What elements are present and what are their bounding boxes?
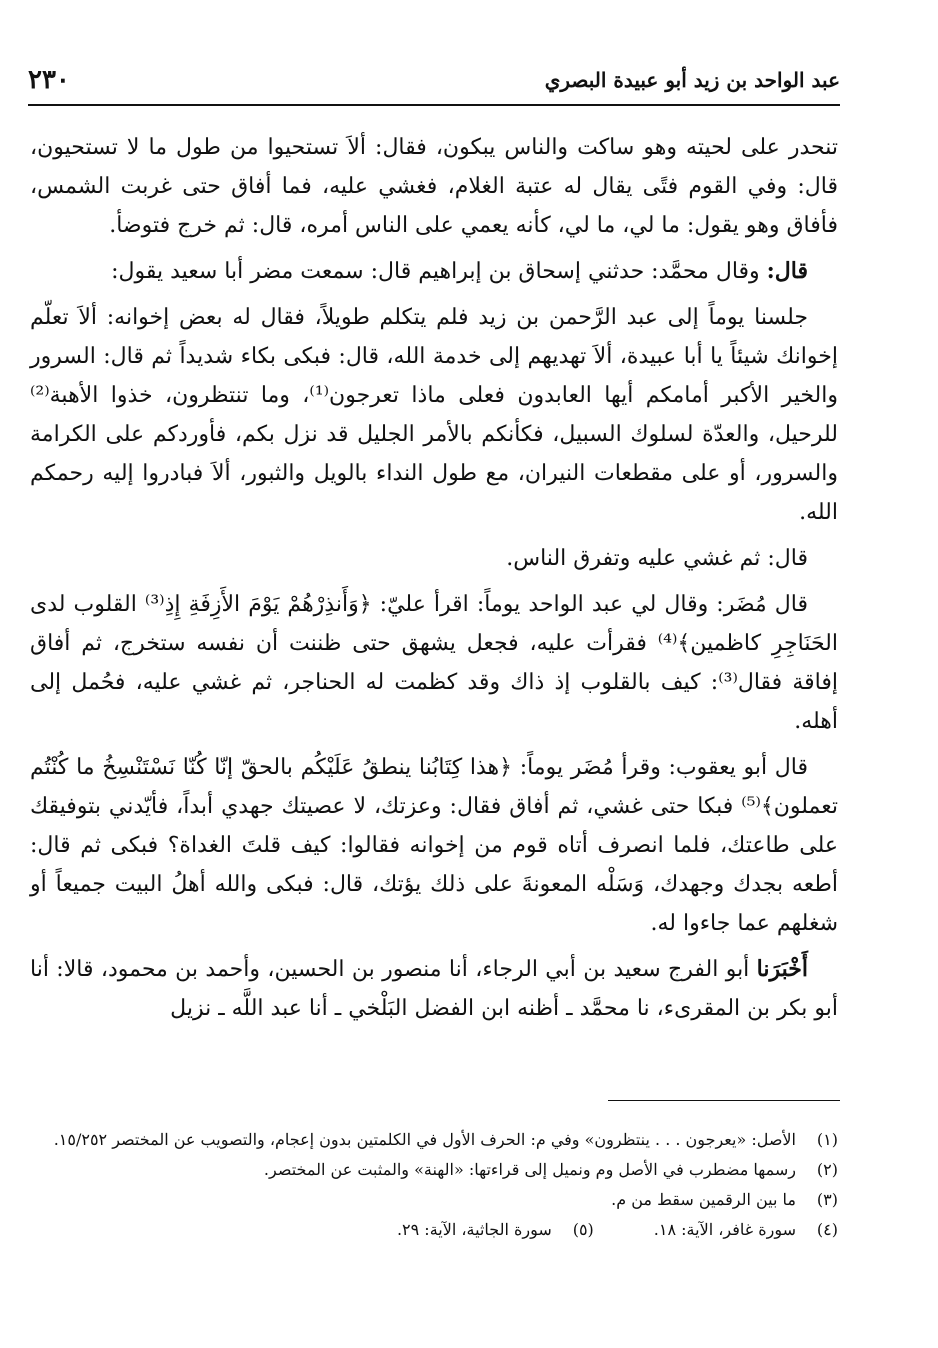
paragraph bbox=[30, 585, 838, 741]
footnote bbox=[30, 1186, 838, 1213]
paragraph-text: قال: ثم غشي عليه وتفرق الناس. bbox=[506, 546, 808, 571]
footnote bbox=[397, 1216, 594, 1243]
paragraph bbox=[30, 128, 838, 245]
paragraph-text: جلسنا يوماً إلى عبد الرَّحمن بن زيد فلم يتكلم طويلاً، فقال له بعض إخوانه: ألاَ تعلّم إخوانك شيئاً يا أبا عبيدة، ألاَ تهديهم إلى خدمة الله، قال: فبكى بكاء شديداً ثم قال: السرور والخير الأكبر أمامكم أيها العابدون فعلى ماذا تعرجون⁽¹⁾، وما تنتظرون، خذوا الأهبة⁽²⁾ للرحيل، والعدّة لسلوك السبيل، فكأنكم بالأمر الجليل قد نزل بكم، فأوردكم على الكرامة والسرور، أو على مقطعات النيران، مع طول النداء بالويل والثبور، ألاَ فبادروا إليه رحمكم الله. bbox=[30, 305, 838, 525]
footnote bbox=[30, 1126, 838, 1153]
paragraph bbox=[30, 950, 838, 1028]
paragraph-text: تنحدر على لحيته وهو ساكت والناس يبكون، فقال: ألاَ تستحيوا من طول ما لا تستحيون، قال: وفي القوم فتًى يقال له عتبة الغلام، فغشي عليه، فما أفاق حتى غربت الشمس، فأفاق وهو يقول: ما لي، ما لي، كأنه يعمي على الناس أمره، قال: ثم خرج فتوضأ. bbox=[30, 135, 838, 238]
footnote-text: رسمها مضطرب في الأصل وم ونميل إلى قراءتها: «الهنة» والمثبت عن المختصر. bbox=[263, 1160, 796, 1179]
paragraph bbox=[30, 748, 838, 943]
footnotes bbox=[30, 1126, 838, 1246]
footnote-text: سورة غافر، الآية: ١٨. bbox=[653, 1220, 796, 1239]
page-number: ٢٣٠ bbox=[28, 65, 70, 95]
footnote bbox=[654, 1216, 838, 1243]
footnote-text: ما بين الرقمين سقط من م. bbox=[611, 1190, 796, 1209]
footnote-number: (١) bbox=[816, 1130, 838, 1149]
paragraph-text: قال أبو يعقوب: وقرأ مُضَر يوماً: ﴿هذا كِتَابُنا ينطقُ عَلَيْكُم بالحقّ إنّا كُنّا نَسْتَنْسِخُ ما كُنْتُم تعملون﴾⁽⁵⁾ فبكا حتى غشي، ثم أفاق فقال: وعزتك، لا عصيتك جهدي أبداً، فأيّدني بتوفيقك على طاعتك، فلما انصرف أتاه قوم من إخوانه فقالوا: كيف قلتَ الغداة؟ فبكى ثم قال: أطعه بجدك وجهدك، وَسَلْه المعونةَ على ذلك يؤتك، قال: فبكى والله أهلُ البيت جميعاً أو شغلهم عما جاءوا له. bbox=[30, 755, 838, 936]
footnote-number: (٣) bbox=[816, 1190, 838, 1209]
footnote-number: (٤) bbox=[816, 1220, 838, 1239]
running-title: عبد الواحد بن زيد أبو عبيدة البصري bbox=[544, 68, 840, 92]
footnote-number: (٥) bbox=[572, 1220, 594, 1239]
footnote-number: (٢) bbox=[816, 1160, 838, 1179]
paragraph-text: وقال محمَّد: حدثني إسحاق بن إبراهيم قال: سمعت مضر أبا سعيد يقول: bbox=[111, 259, 767, 284]
paragraph bbox=[30, 252, 838, 291]
footnote-text: الأصل: «يعرجون . . . ينتظرون» وفي م: الحرف الأول في الكلمتين بدون إعجام، والتصويب عن المختصر ١٥/٢٥٢. bbox=[53, 1130, 796, 1149]
footnote-text: سورة الجاثية، الآية: ٢٩. bbox=[396, 1220, 552, 1239]
footnote bbox=[30, 1156, 838, 1183]
main-text bbox=[30, 128, 838, 1035]
footnote-row bbox=[30, 1216, 838, 1246]
footnote-separator bbox=[608, 1100, 840, 1101]
page-header bbox=[28, 60, 840, 100]
paragraph-text: أبو الفرج سعيد بن أبي الرجاء، أنا منصور بن الحسين، وأحمد بن محمود، قالا: أنا أبو بكر بن المقرىء، نا محمَّد ـ أظنه ابن الفضل البَلْخي ـ أنا عبد اللَّه ـ نزيل bbox=[30, 957, 838, 1021]
header-rule bbox=[28, 104, 840, 106]
paragraph bbox=[30, 539, 838, 578]
paragraph bbox=[30, 298, 838, 532]
paragraph-lead: أَخْبَرَنا bbox=[756, 956, 808, 982]
paragraph-lead: قال: bbox=[766, 258, 808, 284]
paragraph-text: قال مُضَر: وقال لي عبد الواحد يوماً: اقرأ عليّ: ﴿وَأَنذِرْهُمْ يَوْمَ الأَزِفَةِ إِذِ⁽³⁾ القلوب لدى الحَنَاجِرِ كاظمين﴾⁽⁴⁾ فقرأت عليه، فجعل يشهق حتى ظننت أن نفسه ستخرج، ثم أفاق إفاقة فقال⁽³⁾: كيف بالقلوب إذ ذاك وقد كظمت له الحناجر، ثم غشي عليه، فحُمل إلى أهله. bbox=[30, 592, 839, 734]
